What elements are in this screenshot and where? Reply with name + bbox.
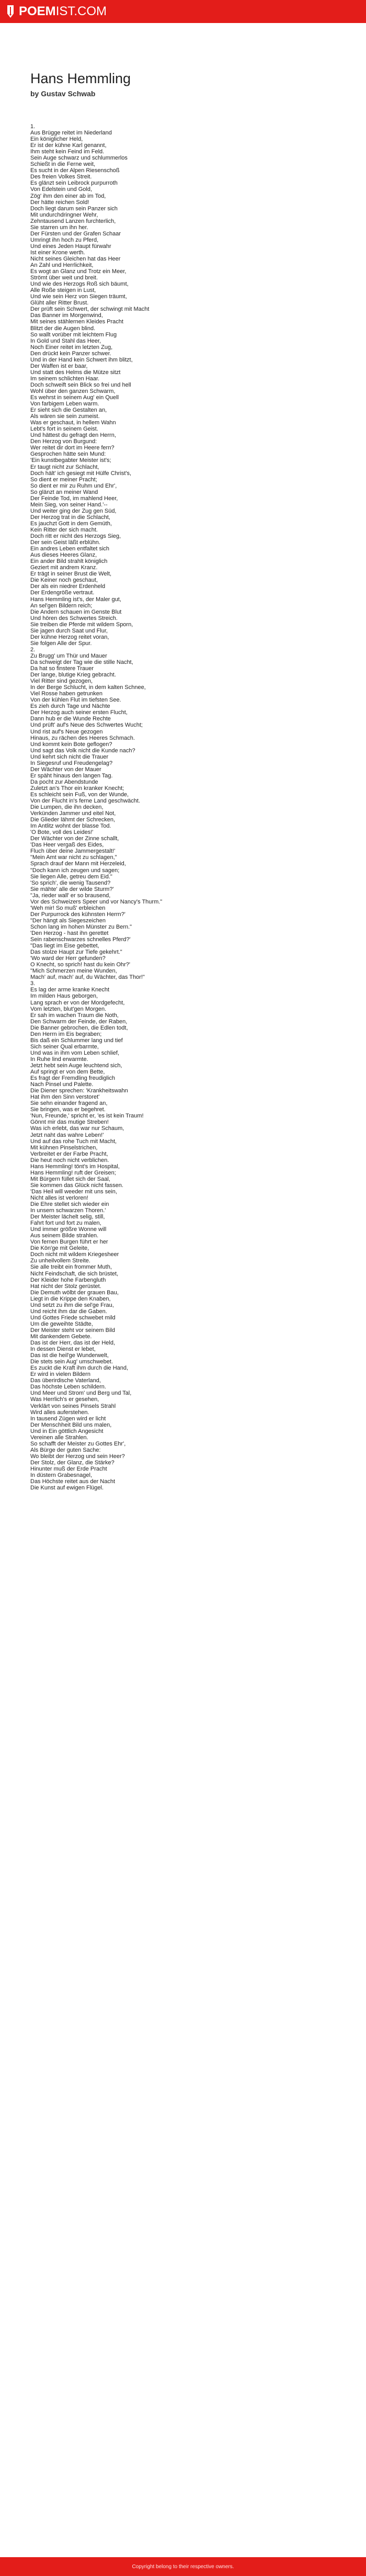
poem-line: Der Herzog trat in die Schlacht, [30,514,110,521]
poem-line: Es zieh durch Tage und Nächte [30,703,110,710]
poem-line: Mit dankendem Gebete. [30,1334,92,1340]
poem-line: Die Demuth wölbt der grauen Bau, [30,1289,119,1296]
poem-line: 'Das Heil will weeder mit uns sein, [30,1188,117,1195]
poem-line: Und statt des Helms die Mütze sitzt [30,369,121,376]
poem-line: Der Erdengröße vertraut. [30,590,95,596]
poem-line: Den drückt kein Panzer schwer. [30,350,111,357]
logo-wordmark: POEMIST.COM [19,4,107,18]
poem-line: Strömt über weit und breit. [30,275,98,281]
poem-line: Er ist der kühne Karl genannt, [30,142,107,149]
poem-line: Was ich erlebt, das war nur Schaum, [30,1125,124,1132]
poem-line: Glüht aller Ritter Brust. [30,300,89,307]
poem-line: Ein andres Leben entfaltet sich [30,546,110,552]
poem-line: Den Herzog von Burgund: [30,438,97,445]
poem-line: Der Menschheit Bild uns malen, [30,1421,112,1428]
poem-line: Von fernen Burgen führt er her [30,1239,108,1246]
poem-line: Doch liegt darum sein Panzer sich [30,205,118,212]
poem-line: Doch ritt er nicht des Herzogs Sieg, [30,533,121,540]
copyright-text: Copyright belong to their respective owners. [132,2563,234,2570]
poem-line: Des freien Volkes Streit. [30,174,92,180]
poem-line: Die Banner gebrochen, die Edlen todt, [30,1024,128,1031]
poem-line: Sie kommen das Glück nicht fassen. [30,1182,123,1189]
poem-line: Von der kühlen Flut im tiefsten See. [30,697,121,704]
poem-line: Und wie des Herzogs Roß sich bäumt, [30,281,129,288]
poem-line: Verkünden Jammer und eitel Not, [30,810,116,817]
poem-line: Das Banner im Morgenwind, [30,312,103,319]
poem-line: Zög' ihm den einer ab im Tod, [30,193,106,199]
poem-line: Aus dieses Heeres Glanz, [30,552,97,559]
poem-line: Geziert mit andrem Kranz. [30,564,98,571]
poem-line: Der Meister steht vor seinem Bild [30,1327,115,1334]
poem-line: Wird alles auferstehen. [30,1409,89,1416]
poem-line: So glänzt an meiner Wand [30,489,98,495]
poem-title: Hans Hemmling [30,71,131,86]
poem-line: Wohl über den ganzen Schwarm, [30,388,116,394]
poem-line: Im Antlitz wohnt der blasse Tod. [30,823,111,830]
poem-line: Von der Flucht in's ferne Land geschwächt. [30,798,141,805]
poem-line: Und Gottes Friede schwebet mild [30,1314,116,1321]
poem-line: Hinaus, zu rächen des Heeres Schmach. [30,735,135,741]
poem-line: Sprach drauf der Mann mit Herzeleid, [30,861,126,867]
poem-line: Es schleicht sein Fuß, von der Wunde, [30,791,129,798]
poem-line: Sie starren um ihn her. [30,224,88,231]
poem-line: Doch schweift sein Blick so frei und hell [30,381,131,388]
site-logo[interactable] [5,4,107,19]
poem-line: Doch nicht mit wildem Kriegesheer [30,1251,119,1258]
poem-line: Hat ihm den Sinn verstoret' [30,1094,100,1101]
poem-line: Es glänzt sein Leibrock purpurroth [30,180,118,187]
poem-line: Sie sehn einander fragend an, [30,1100,108,1107]
poem-line: Es zuckt die Kraft ihm durch die Hand, [30,1365,129,1372]
poem-line: Schießt in die Ferne weit, [30,161,96,168]
poem-line: Von Edelstein und Gold, [30,186,93,193]
poem-line: Der Herzog auch seiner ersten Flucht, [30,709,128,716]
poem-line: In Ruhe lind erwarmte. [30,1056,88,1063]
poem-line: 1. [30,123,36,130]
poem-line: Der hätte reichen Sold! [30,199,89,206]
poem-line: 'Ein kunstbegabter Meister ist's; [30,457,111,464]
poem-line: Und was in ihm vom Leben schlief, [30,1049,119,1056]
poem-line: Und eines Jeden Haupt fürwahr [30,243,111,250]
poem-line: Der Waffen ist er baar, [30,363,88,369]
poem-line: Nicht alles ist verloren! [30,1194,88,1201]
poem-line: In dessen Dienst er lebet, [30,1346,96,1353]
poem-line: Er trägt in seiner Brust die Welt, [30,571,112,578]
poem-line: "Der hängt als Siegeszeichen [30,917,106,924]
poem-line: 'O Bote, voll des Leides!' [30,829,94,836]
poem-line: O Knecht, so sprich! hast du kein Ohr?' [30,962,131,968]
poem-line: Als Bürge der guten Sache: [30,1447,101,1453]
poem-line: In Gold und Stahl das Heer, [30,337,101,344]
poem-line: Sein rabenschwarzes schnelles Pferd?' [30,936,131,943]
poem-line: Ist einer Krone werth. [30,249,85,256]
poem-line: Aus Brügge reitet im Niederland [30,130,112,137]
poem-line: Nicht Feindschaft, die sich brüstet, [30,1270,119,1277]
poem-line: Fluch über deine Jammergestalt!' [30,848,116,855]
poem-line: "Mein Amt war nicht zu schlagen," [30,854,117,861]
poem-line: Die Glieder lähmt der Schrecken, [30,817,116,823]
poem-line: Lebt's fort in seinem Geist. [30,426,98,433]
poem-line: Der kühne Herzog reitet voran, [30,634,109,640]
poem-line: Ein königlicher Held, [30,136,83,143]
poem-line: Das höchste Leben schildern. [30,1384,106,1391]
poem-line: Er späht hinaus den langen Tag. [30,772,113,779]
poem-line: Der Stolz, der Glanz, die Stärke? [30,1459,115,1466]
poem-line: Nicht seines Gleichen hat das Heer [30,255,121,262]
quill-pen-icon [5,5,16,18]
poem-line: Der sein Geist läßt erblühn. [30,539,100,546]
poem-line: Da schweigt der Tag wie die stille Nacht, [30,659,133,665]
poem-line: Lang sprach er von der Mordgefecht, [30,999,125,1006]
poem-line: Die Keiner noch geschaut, [30,577,98,584]
poem-content [30,70,344,1491]
poem-line: Er sieht sich die Gestalten an, [30,407,107,414]
poem-line: Sie treiben die Pferde mit wildem Sporn, [30,621,133,628]
poem-line: Die Ehre stellet sich wieder ein [30,1201,109,1208]
poem-line: 'Den Herzog - hast ihn gerettet [30,930,109,936]
poem-line: Dann hub er die Wunde Rechte [30,716,111,722]
poem-line: Und Meer und Strom' und Berg und Tal, [30,1390,132,1397]
poem-line: Wer reitet dir dort im Heere fern? [30,445,115,451]
poem-line: Mit seines stählernen Kleides Pracht [30,319,123,325]
poem-line: Aus seinem Bilde strahlen. [30,1233,99,1239]
poem-line: Der lange, blutige Krieg gebracht. [30,672,116,679]
poem-line: Der Kleider hohe Farbengluth [30,1276,106,1283]
poem-line: Hans Hemmling! tönt's im Hospital, [30,1163,120,1170]
poem-line: Ihm steht kein Feind im Feld. [30,149,105,155]
poem-line: Mit undurchdringner Wehr, [30,211,98,218]
poem-line: Er wird in vielen Bildern [30,1371,90,1378]
top-bar [0,0,366,23]
poem-line: Und in Ein göttlich Angesicht [30,1428,104,1434]
poem-line: Mein Sieg, von seiner Hand.'-- [30,501,108,508]
poem-line: Das stolze Haupt zur Tiefe gekehrt." [30,949,122,956]
poem-line: Und in der Hand kein Schwert ihm blitzt, [30,356,133,363]
poem-line: Zuletzt an's Thor ein kranker Knecht; [30,785,124,792]
poem-line: Im milden Haus geborgen, [30,993,98,1000]
poem-line: Das ist der Herr, das ist der Held, [30,1340,116,1347]
poem-line: Zu unheilvollem Streite. [30,1258,90,1264]
poem-line: Die heut noch nicht verblichen. [30,1157,109,1163]
poem-line: Der Feinde Tod, im mahlend Heer, [30,495,118,502]
poem-line: Sie folgen Alle der Spur. [30,640,92,647]
poem-line: Alle Roße steigen in Lust, [30,287,96,294]
poem-line: Der prüft sein Schwert, der schwingt mit Macht [30,306,150,313]
poem-line: Er sah im wachen Traum die Noth, [30,1012,119,1019]
poem-line: Da pocht zur Abendstunde [30,778,98,785]
poem-line: Sie mähte' alle der wilde Sturm?' [30,886,114,892]
poem-line: Es wogt an Glanz und Trotz ein Meer, [30,268,127,275]
poem-line: Mit kühnen Pinselstrichen, [30,1144,98,1151]
poem-line: Der Wächter von der Zinne schallt, [30,835,119,842]
poem-line: An sel'gen Bildern reich; [30,602,93,609]
poem-line: In der Berge Schlucht, in dem kalten Schnee, [30,684,146,691]
poem-line: Der als ein niedrer Erdenheld [30,583,106,590]
poem-line: Blitzt der die Augen blind. [30,325,96,332]
poem-line: Der Purpurrock des kühnsten Herrn?' [30,911,125,918]
poem-line: Die Diener sprechen: 'Krankheitswahn [30,1088,128,1094]
poem-line: 'So sprich', die wenig Tausend? [30,879,111,886]
poem-line: Liegt in die Krippe den Knaben, [30,1295,111,1302]
poem-line: Kein Ritter der sich macht. [30,527,98,533]
poem-line: Und immer größre Wonne will [30,1226,107,1233]
poem-line: Und kommt kein Bote geflogen? [30,741,112,748]
poem-line: Gesprochen hätte sein Mund: [30,451,106,458]
poem-line: Mit Bürgern füllet sich der Saal, [30,1176,110,1182]
footer-bar [0,2557,366,2576]
poem-line: 'Weh mir! So muß' erbleichen [30,905,106,911]
poem-line: So dient er mir zu Ruhm und Ehr', [30,482,117,489]
poem-line: In tausend Zügen wird er licht [30,1415,106,1422]
poem-line: Zehntausend Lanzen furchterlich, [30,218,116,224]
poem-line: Wo bleibt der Herzog und sein Heer? [30,1453,125,1460]
poem-line: Doch hält' ich gesiegt mit Hülfe Christ's, [30,470,132,477]
poem-line: 2. [30,646,36,653]
poem-line: 'Wo ward der Herr gefunden? [30,955,106,962]
poem-line: Sein Auge schwarz und schlummerlos [30,155,128,162]
poem-line: Viel Ritter sind gezogen, [30,678,93,685]
poem-line: Und wie sein Herz von Siegen träumt, [30,293,127,300]
poem-line: In unsern schwarzen Thoren.' [30,1207,106,1214]
poem-line: Und reicht ihm dar die Gaben. [30,1308,107,1315]
poem-line: 'Das Heer vergaß des Eides, [30,842,104,849]
poem-line: Sie alle treibt ein frommer Muth, [30,1264,112,1271]
poem-line: Der Fürsten und der Grafen Schaar [30,230,121,237]
poem-line: Zu Brugg' um Thür und Mauer [30,652,107,659]
poem-line: Das ist die heil'ge Wunderwelt, [30,1352,109,1359]
poem-line: 3. [30,980,36,987]
poem-line: Was er geschaut, in hellem Wahn [30,420,116,426]
poem-line: Und kehrt sich nicht die Trauer [30,753,109,760]
poem-line: Jetzt naht das wahre Leben!' [30,1132,104,1138]
poem-body [30,123,344,1491]
poem-author: by Gustav Schwab [30,89,96,98]
poem-line: Es jauchzt Gott in dem Gemüth, [30,520,112,527]
poem-line: Die Kunst auf ewigen Flügel. [30,1485,104,1492]
poem-line: 'Nun, Freunde,' spricht er, 'es ist kein Traum! [30,1113,144,1120]
poem-line: Fahrt fort und fort zu malen, [30,1220,101,1227]
poem-line: Die Kön'ge mit Geleite, [30,1245,89,1252]
poem-line: Noch Einer reitet im letzten Zug, [30,344,113,351]
poem-line: Hans Hemmling ist's, der Maler gut, [30,596,121,603]
poem-line: An Zahl und Herrlichkeit, [30,262,94,269]
poem-line: Als wären sie sein zumeist. [30,413,100,420]
poem-line: Gönnt mir das mutige Streben! [30,1119,109,1126]
poem-line: "Doch kann ich zeugen und sagen; [30,867,120,874]
poem-line: Es fragt der Fremdling freudiglich [30,1075,116,1082]
poem-line: In düstern Grabesnagel, [30,1472,93,1479]
poem-line: Umringt ihn hoch zu Pferd, [30,236,99,243]
poem-line: "Mich Schmerzen meine Wunden, [30,968,117,975]
poem-line: Vor des Schweizers Speer und vor Nancy's Thurm." [30,898,163,905]
poem-line: Hans Hemmling! ruft der Greisen; [30,1169,116,1176]
poem-line: Von farbigem Leben warm. [30,401,99,408]
poem-line: Und weiter ging der Zug gen Süd, [30,507,117,514]
poem-line: Es wehrst in seinem Aug' ein Quell [30,394,119,401]
poem-line: Nach Pinsel und Palette. [30,1081,94,1088]
poem-line: Was Herrlich's er gesehen, [30,1396,99,1403]
poem-line: "Das liegt im Eise gebettet, [30,943,99,950]
poem-line: Er taugt nicht zur Schlacht, [30,464,99,470]
poem-line: Die Lumpen, die ihn decken, [30,804,104,811]
poem-line: Bis daß ein Schlummer lang und tief [30,1037,123,1044]
poem-line: In Siegesruf und Freudengelag? [30,760,113,766]
poem-line: Ein ander Bild strahlt königlich [30,558,108,565]
poem-line: Und hättest du gefragt den Herrn, [30,432,116,439]
poem-line: Das überirdische Vaterland, [30,1377,101,1384]
poem-line: Um die geweihte Städte, [30,1320,93,1327]
poem-line: Und setzt zu ihm die sel'ge Frau, [30,1302,114,1308]
poem-line: Jetzt hebt sein Auge leuchtend sich, [30,1062,122,1069]
poem-line: Sie bringen, was er begehret. [30,1106,106,1113]
poem-line: So wallt vorüber mit leichtem Flug [30,331,117,338]
poem-line: Verklärt von seines Pinsels Strahl [30,1403,116,1409]
poem-line: Und hören des Schwertes Streich. [30,615,118,622]
poem-line: Vereinen alle Strahlen. [30,1434,88,1441]
poem-line: Vom letzten, blut'gen Morgen. [30,1005,107,1012]
poem-line: Mach' auf, mach' auf, du Wächter, das Thor!" [30,974,145,981]
poem-line: Und auf das rohe Tuch mit Macht, [30,1138,117,1145]
poem-line: "Ja, rieder wall' er so brausend, [30,892,111,899]
poem-line: Die Andern schauen im Genste Blut [30,608,122,615]
poem-line: Da hat so finstere Trauer [30,665,94,672]
poem-line: So dient er meiner Pracht; [30,476,97,483]
poem-line: Hinunter muß der Erde Pracht [30,1465,107,1472]
poem-line: Der Meister lächelt selig, still, [30,1214,105,1221]
poem-line: Schon lang im hohen Münster zu Bern." [30,923,132,930]
poem-line: Auf springt er von dem Bette, [30,1069,105,1076]
poem-line: So schafft der Meister zu Gottes Ehr', [30,1440,126,1447]
poem-line: Sie jagen durch Saat und Flur, [30,627,108,634]
poem-line: Es sucht in der Alpen Riesenschoß [30,167,120,174]
poem-line: Sie liegen Alle, getreu dem Eid." [30,873,112,880]
poem-line: Und rist auf's Neue gezogen [30,728,103,735]
poem-line: Und sagt das Volk nicht die Kunde nach? [30,747,135,754]
poem-line: Verbreitet er der Farbe Pracht, [30,1150,108,1157]
poem-line: Die stets sein Aug' umschwebet. [30,1359,113,1365]
poem-line: Und prüft' auf's Neue des Schwertes Wucht; [30,722,143,729]
poem-line: Den Schwarm der Feinde, der Raben, [30,1018,128,1025]
poem-line: Im seinem schlichten Haar. [30,375,100,382]
poem-line: Der Wächter von der Mauer [30,766,101,773]
poem-line: Den Herrn im Eis begraben; [30,1031,102,1037]
poem-line: Hat nicht der Stolz gerüstet. [30,1283,101,1290]
poem-line: Viel Rosse haben getrunken [30,691,103,697]
poem-line: Sich seiner Qual erbarmte, [30,1043,99,1050]
poem-line: Das Höchste reitet aus der Nacht [30,1478,116,1485]
poem-line: Es lag der arme kranke Knecht [30,987,110,993]
